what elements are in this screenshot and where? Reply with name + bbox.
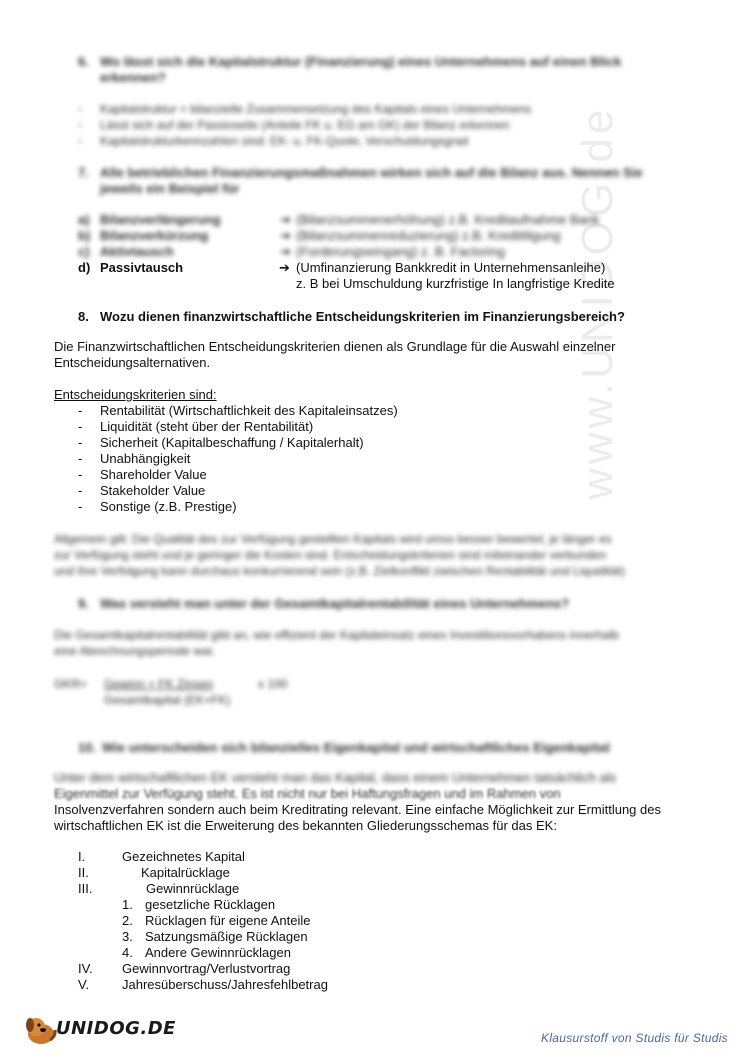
- q6-dash: -: [78, 133, 83, 148]
- footer-logo[interactable]: UNIDOG.DE: [56, 1018, 176, 1039]
- q8-general-line3: und ihre Verfolgung kann durchaus konkurrierend sein (z.B. Zielkonflikt zwischen Rentabilität und Liquidität): [54, 564, 625, 578]
- q7-question-line1: Alle betrieblichen Finanzierungsmaßnahmen wirken sich auf die Bilanz aus. Nennen Sie: [100, 165, 643, 180]
- q10-answer-line2: Eigenmittel zur Verfügung steht. Es ist nicht nur bei Haftungsfragen und im Rahmen von: [54, 786, 561, 801]
- criteria-item: Shareholder Value: [100, 467, 207, 482]
- scheme-label: Gewinnrücklage: [146, 881, 240, 896]
- q8-general-line1: Allgemein gilt: Die Qualität des zur Verfügung gestellten Kapitals wird umso besser bewertet, je länger es: [54, 532, 612, 546]
- q7-number: 7.: [78, 165, 89, 180]
- criteria-dash: -: [78, 451, 83, 466]
- sub-num: 4.: [122, 945, 133, 960]
- q9-question: Was versteht man unter der Gesamtkapitalrentabilität eines Unternehmens?: [100, 596, 570, 611]
- q6-dash: -: [78, 117, 83, 132]
- criteria-dash: -: [78, 435, 83, 450]
- q8-answer-line1: Die Finanzwirtschaftlichen Entscheidungskriterien dienen als Grundlage für die Auswahl einzelner: [54, 339, 616, 354]
- scheme-label: Gewinnvortrag/Verlustvortrag: [122, 961, 291, 976]
- q6-dash: -: [78, 101, 83, 116]
- sub-label: Rücklagen für eigene Anteile: [145, 913, 311, 928]
- q8-criteria-heading: Entscheidungskriterien sind:: [54, 387, 217, 402]
- q6-item: Kapitalstruktur = bilanzielle Zusammensetzung des Kapitals eines Unternehmens: [100, 102, 532, 116]
- q7-question-line2: jeweils ein Beispiel für: [100, 181, 240, 196]
- criteria-dash: -: [78, 467, 83, 482]
- criteria-item: Sicherheit (Kapitalbeschaffung / Kapitalerhalt): [100, 435, 364, 450]
- q6-item: Lässt sich auf der Passivseite (Anteile FK u. EG am GK) der Bilanz erkennen: [100, 118, 510, 132]
- q9-answer-line2: eine Abrechnungsperiode war.: [54, 644, 216, 658]
- scheme-num: I.: [78, 849, 86, 864]
- q10-answer-line4: wirtschaftlichen EK ist die Erweiterung des bekannten Gliederungsschemas für das EK:: [54, 818, 557, 833]
- scheme-label: Kapitalrücklage: [141, 865, 230, 880]
- criteria-item: Sonstige (z.B. Prestige): [100, 499, 237, 514]
- q10-number: 10.: [78, 740, 97, 755]
- q7-row-term: Passivtausch: [100, 260, 184, 275]
- q7-row-term: Bilanzverlängerung: [100, 212, 221, 227]
- q7-row-letter: d): [78, 260, 91, 275]
- criteria-dash: -: [78, 419, 83, 434]
- watermark: www.UNIDOG.de: [573, 105, 622, 500]
- q9-formula-times: x 100: [258, 677, 288, 691]
- q6-question-line1: Wo lässt sich die Kapitalstruktur (Finanzierung) eines Unternehmens auf einen Blick: [100, 54, 622, 69]
- q7-row-term: Bilanzverkürzung: [100, 228, 209, 243]
- sub-num: 2.: [122, 913, 133, 928]
- sub-label: Satzungsmäßige Rücklagen: [145, 929, 308, 944]
- sub-num: 3.: [122, 929, 133, 944]
- q7-row-example: (Forderungseingang) z. B. Factoring: [296, 244, 505, 259]
- criteria-dash: -: [78, 403, 83, 418]
- scheme-label: Jahresüberschuss/Jahresfehlbetrag: [122, 977, 328, 992]
- q7-row-term: Aktivtausch: [100, 244, 174, 259]
- q7-row-letter: b): [78, 228, 91, 243]
- q6-number: 6.: [78, 54, 89, 69]
- q10-question: Wie unterscheiden sich bilanzielles Eigenkapital und wirtschaftliches Eigenkapital: [102, 740, 610, 755]
- q7-row-example: (Umfinanzierung Bankkredit in Unternehmensanleihe): [296, 260, 606, 275]
- scheme-num: II.: [78, 865, 89, 880]
- criteria-item: Liquidität (steht über der Rentabilität): [100, 419, 314, 434]
- q9-formula-numerator: Gewinn + FK Zinsen: [104, 677, 214, 691]
- q7-row-example: (Bilanzsummenerhöhung) z.B. Kreditaufnahme Bank: [296, 212, 600, 227]
- q6-item: Kapitalstrukturkennzahlen sind: EK- u. FK-Quote, Verschuldungsgrad: [100, 134, 469, 148]
- q9-answer-line1: Die Gesamtkapitalrentabilität gibt an, wie effizient der Kapitaleinsatz eines Investitionsvorhabens innerhalb: [54, 628, 619, 642]
- sub-num: 1.: [122, 897, 133, 912]
- sub-label: gesetzliche Rücklagen: [145, 897, 276, 912]
- scheme-num: III.: [78, 881, 93, 896]
- q8-general-line2: zur Verfügung steht und je geringer die Kosten sind. Entscheidungskriterien sind miteinander verbunden: [54, 548, 607, 562]
- dog-logo-icon: [22, 1010, 60, 1048]
- right-arrow-icon: ➔: [280, 228, 291, 243]
- q7-row-letter: c): [78, 244, 90, 259]
- q9-number: 9.: [78, 596, 89, 611]
- scheme-num: IV.: [78, 961, 93, 976]
- right-arrow-icon: ➔: [279, 260, 290, 275]
- right-arrow-icon: ➔: [280, 212, 291, 227]
- q10-answer-line3: Insolvenzverfahren sondern auch beim Kreditrating relevant. Eine einfache Möglichkeit zur Ermittlung des: [54, 802, 661, 817]
- q7-d-continuation: z. B bei Umschuldung kurzfristige In langfristige Kredite: [296, 276, 615, 291]
- footer-tagline: Klausurstoff von Studis für Studis: [541, 1031, 728, 1045]
- q7-row-letter: a): [78, 212, 90, 227]
- scheme-num: V.: [78, 977, 90, 992]
- q9-formula-label: GKR=: [54, 677, 88, 691]
- criteria-dash: -: [78, 499, 83, 514]
- criteria-item: Unabhängigkeit: [100, 451, 191, 466]
- right-arrow-icon: ➔: [280, 244, 291, 259]
- q8-question: Wozu dienen finanzwirtschaftliche Entscheidungskriterien im Finanzierungsbereich?: [100, 309, 625, 324]
- scheme-label: Gezeichnetes Kapital: [122, 849, 245, 864]
- sub-label: Andere Gewinnrücklagen: [145, 945, 291, 960]
- criteria-item: Stakeholder Value: [100, 483, 206, 498]
- q8-answer-line2: Entscheidungsalternativen.: [54, 355, 211, 370]
- criteria-dash: -: [78, 483, 83, 498]
- q9-formula-denominator: Gesamtkapital (EK+FK): [104, 693, 231, 707]
- q8-number: 8.: [78, 309, 89, 324]
- criteria-item: Rentabilität (Wirtschaftlichkeit des Kapitaleinsatzes): [100, 403, 398, 418]
- q10-answer-line1: Unter dem wirtschaftlichen EK versteht man das Kapital, dass einem Unternehmen tatsächlich als: [54, 770, 617, 785]
- q7-row-example: (Bilanzsummenreduzierung) z.B. Kredittilgung: [296, 228, 561, 243]
- q6-question-line2: erkennen?: [100, 70, 166, 85]
